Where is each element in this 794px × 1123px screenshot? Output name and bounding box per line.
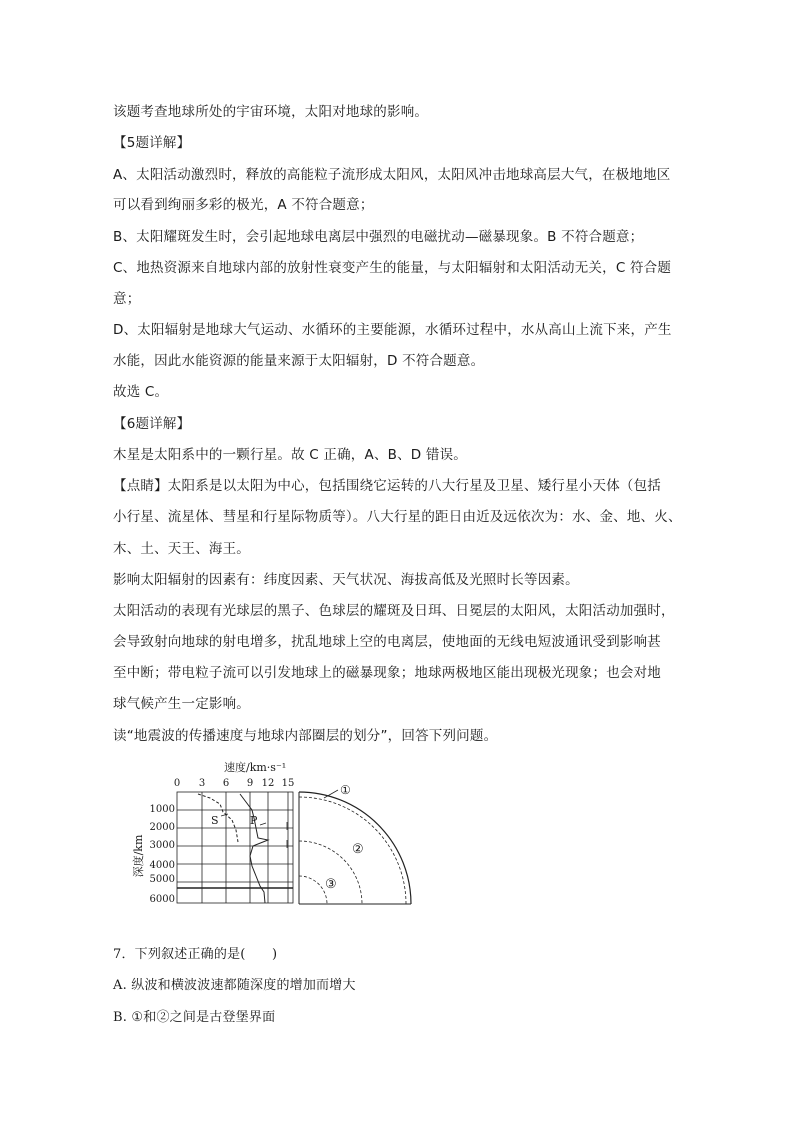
depth-speed-grid bbox=[177, 792, 293, 903]
text-line: 球气候产生一定影响。 bbox=[113, 696, 250, 712]
text-line: 该题考查地球所处的宇宙环境，太阳对地球的影响。 bbox=[113, 104, 429, 120]
text-line: 影响太阳辐射的因素有：纬度因素、天气状况、海拔高低及光照时长等因素。 bbox=[113, 572, 579, 588]
option-b: B. ①和②之间是古登堡界面 bbox=[113, 1010, 276, 1025]
text-line: 至中断；带电粒子流可以引发地球上的磁暴现象；地球两极地区能出现极光现象；也会对地 bbox=[113, 665, 661, 681]
text-line: 木、土、天王、海王。 bbox=[113, 541, 250, 557]
text-line: 意； bbox=[113, 291, 141, 307]
text-line: 太阳活动的表现有光球层的黑子、色球层的耀斑及日珥、日冕层的太阳风，太阳活动加强时， bbox=[113, 603, 675, 619]
depth-axis-label: 深度/km bbox=[132, 834, 145, 878]
depth-tick: 6000 bbox=[149, 894, 175, 905]
layer-2-label: ② bbox=[352, 842, 364, 857]
question-7-stem: 7．下列叙述正确的是( ) bbox=[113, 947, 278, 962]
text-line: 可以看到绚丽多彩的极光，A 不符合题意； bbox=[113, 197, 374, 213]
text-line: 木星是太阳系中的一颗行星。故 C 正确，A、B、D 错误。 bbox=[113, 447, 467, 463]
p-wave-label: P bbox=[250, 814, 258, 827]
text-line: B、太阳耀斑发生时，会引起地球电离层中强烈的电磁扰动—磁暴现象。B 不符合题意； bbox=[113, 229, 644, 245]
reading-prompt: 读“地震波的传播速度与地球内部圈层的划分”，回答下列问题。 bbox=[113, 728, 498, 744]
depth-tick: 5000 bbox=[149, 874, 175, 885]
depth-tick: 1000 bbox=[149, 804, 175, 815]
text-line: 会导致射向地球的射电增多，扰乱地球上空的电离层，使地面的无线电短波通讯受到影响甚 bbox=[113, 634, 661, 650]
depth-tick: 2000 bbox=[149, 822, 175, 833]
seismic-wave-figure bbox=[128, 758, 424, 910]
speed-tick: 12 bbox=[261, 778, 275, 789]
text-line: C、地热资源来自地球内部的放射性衰变产生的能量，与太阳辐射和太阳活动无关，C 符合题 bbox=[113, 260, 672, 276]
section-heading-6: 【6题详解】 bbox=[113, 416, 191, 432]
speed-tick: 0 bbox=[173, 778, 181, 789]
layer-3-label: ③ bbox=[325, 877, 337, 892]
earth-layers-diagram bbox=[287, 790, 411, 904]
text-line: A、太阳活动激烈时，释放的高能粒子流形成太阳风，太阳风冲击地球高层大气，在极地地区 bbox=[113, 167, 671, 183]
speed-tick: 3 bbox=[198, 778, 206, 789]
text-line: 水能，因此水能资源的能量来源于太阳辐射，D 不符合题意。 bbox=[113, 353, 485, 369]
speed-tick: 6 bbox=[222, 778, 230, 789]
option-a: A. 纵波和横波波速都随深度的增加而增大 bbox=[113, 978, 356, 993]
section-heading-5: 【5题详解】 bbox=[113, 135, 191, 151]
speed-tick: 9 bbox=[246, 778, 254, 789]
speed-axis-label: 速度/km·s⁻¹ bbox=[224, 761, 287, 774]
layer-1-label: ① bbox=[340, 783, 351, 797]
depth-tick: 4000 bbox=[149, 860, 175, 871]
text-line: 小行星、流星体、彗星和行星际物质等）。八大行星的距日由近及远依次为：水、金、地、火、 bbox=[113, 509, 682, 525]
text-line: D、太阳辐射是地球大气运动、水循环的主要能源，水循环过程中，水从高山上流下来，产生 bbox=[113, 322, 672, 338]
text-line: 故选 C。 bbox=[113, 384, 169, 400]
depth-tick: 3000 bbox=[149, 840, 175, 851]
s-wave-label: S bbox=[211, 814, 219, 827]
key-point-line: 【点睛】太阳系是以太阳为中心，包括围绕它运转的八大行星及卫星、矮行星小天体（包括 bbox=[113, 478, 661, 494]
speed-tick: 15 bbox=[281, 778, 295, 789]
